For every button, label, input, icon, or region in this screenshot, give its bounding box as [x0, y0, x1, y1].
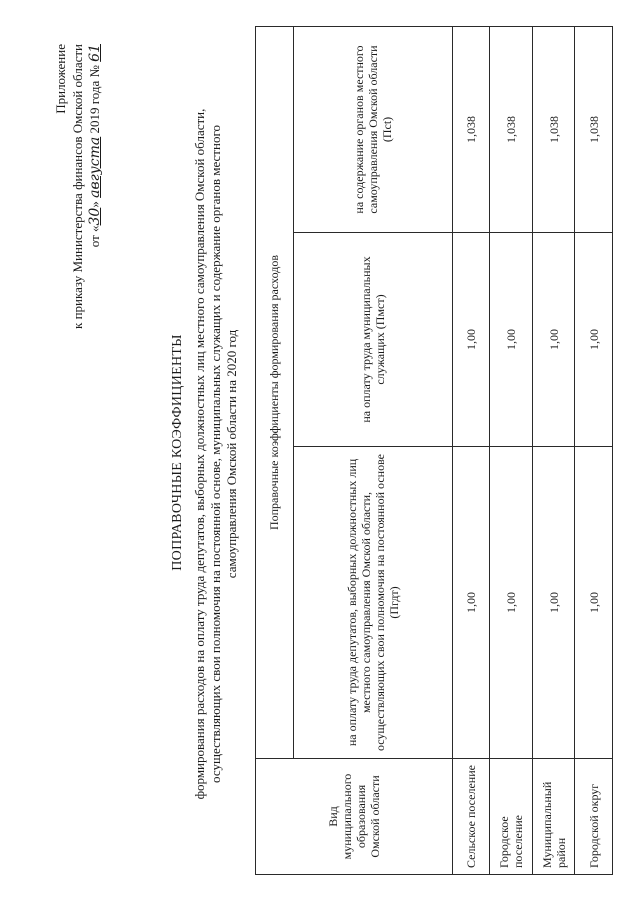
cell-value: 1,00 — [452, 233, 490, 447]
table-row — [532, 26, 575, 874]
annex-order-reference: к приказу Министерства финансов Омской области — [70, 44, 85, 329]
cell-value: 1,038 — [532, 26, 575, 232]
table-row — [490, 26, 533, 874]
date-day: 30 — [87, 207, 103, 226]
order-number: 61 — [87, 44, 103, 62]
subtitle-line-3: самоуправления Омской области на 2020 год — [224, 329, 239, 579]
document-subtitle — [192, 19, 240, 889]
row-name: Городской округ — [575, 759, 613, 875]
cell-value: 1,00 — [532, 233, 575, 447]
subtitle-line-2: осуществляющих свои полномочия на постоянной основе, муниципальных служащих и содержание органов местного — [208, 125, 223, 783]
cell-value: 1,00 — [452, 447, 490, 759]
coefficients-table — [255, 26, 613, 875]
date-prefix: от « — [87, 225, 102, 248]
date-month: августа — [87, 136, 103, 198]
header-deputies-pay: на оплату труда депутатов, выборных должностных лиц местного самоуправления Омской области, осуществляющих свои полномочия на постоянной основе (Пгдт) — [293, 447, 452, 759]
cell-value: 1,00 — [490, 447, 533, 759]
cell-value: 1,038 — [452, 26, 490, 232]
cell-value: 1,00 — [575, 233, 613, 447]
cell-value: 1,00 — [532, 447, 575, 759]
header-bodies-maintenance: на содержание органов местного самоуправления Омской области (Псt) — [293, 26, 452, 232]
cell-value: 1,00 — [575, 447, 613, 759]
annex-block — [52, 44, 104, 424]
document-title: ПОПРАВОЧНЫЕ КОЭФФИЦИЕНТЫ — [170, 334, 185, 571]
row-name: Городское поселение — [490, 759, 533, 875]
date-quote-close: » — [87, 201, 102, 208]
row-name: Муниципальный район — [532, 759, 575, 875]
header-employees-pay: на оплату труда муниципальных служащих (Пмст) — [293, 233, 452, 447]
subtitle-line-1: формирования расходов на оплату труда депутатов, выборных должностных лиц местного самоуправления Омской области, — [192, 108, 207, 800]
date-year: 2019 года № — [87, 65, 102, 134]
header-coefficients-group: Поправочные коэффициенты формирования расходов — [256, 26, 294, 758]
cell-value: 1,038 — [575, 26, 613, 232]
cell-value: 1,00 — [490, 233, 533, 447]
annex-date-line — [86, 44, 104, 424]
header-municipality-type: Вид муниципального образования Омской области — [256, 759, 453, 875]
row-name: Сельское поселение — [452, 759, 490, 875]
table-row — [452, 26, 490, 874]
table-row — [575, 26, 613, 874]
annex-label: Приложение — [53, 44, 68, 114]
cell-value: 1,038 — [490, 26, 533, 232]
